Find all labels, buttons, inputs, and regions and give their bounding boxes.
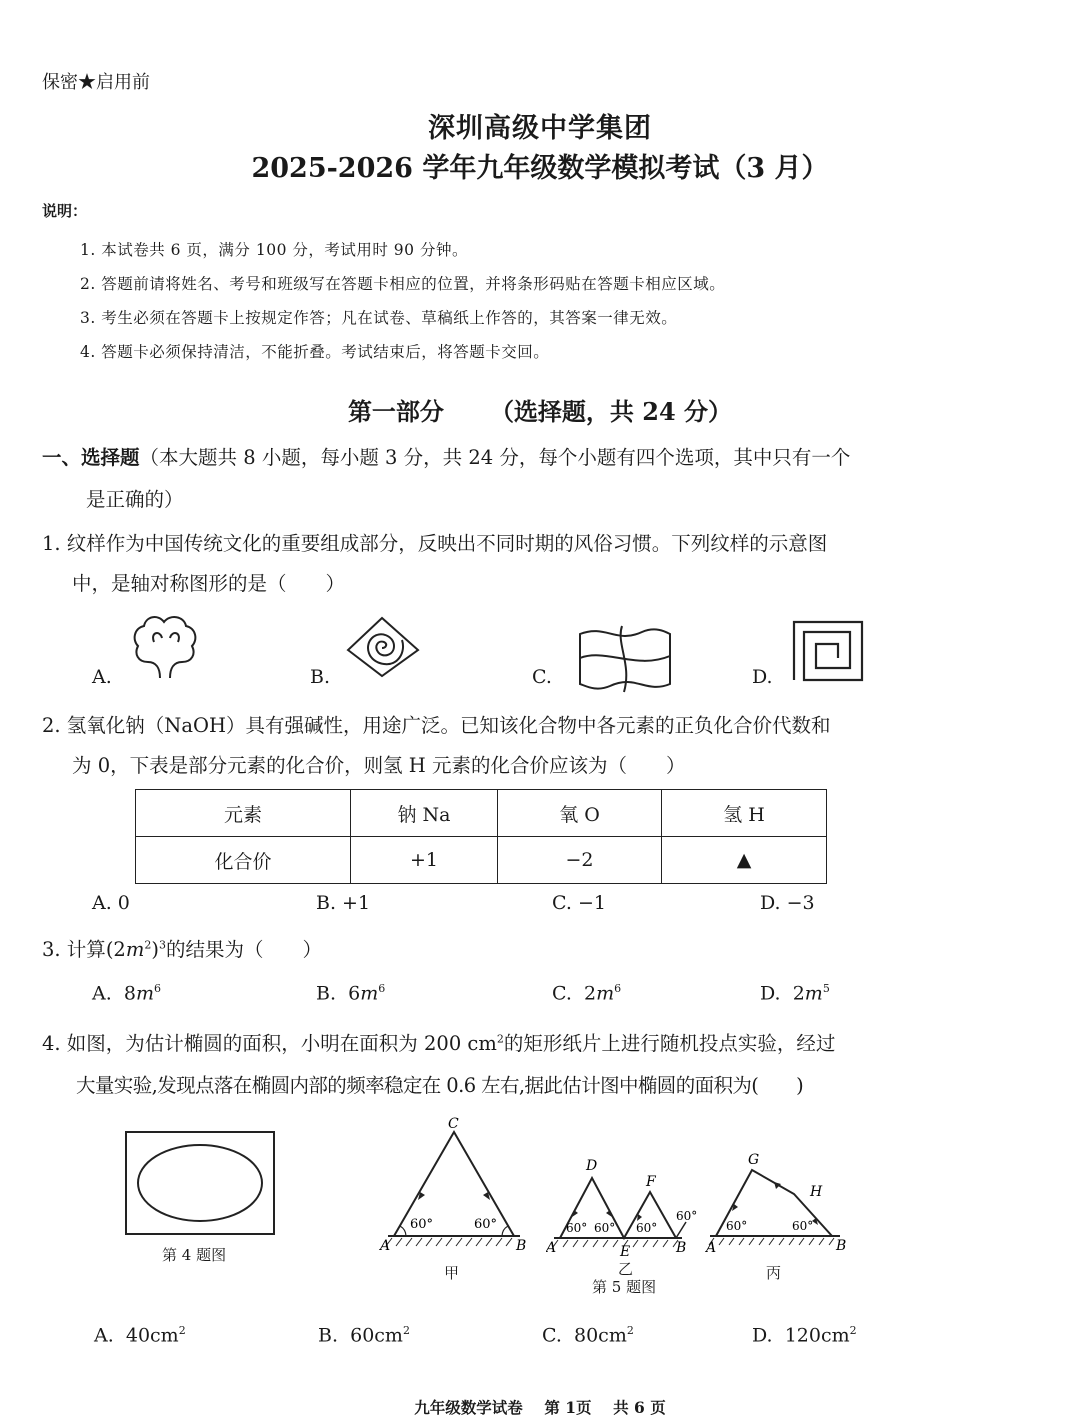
rectangle-ellipse-figure [124,1130,276,1236]
q2-option-b[interactable]: B. +1 [316,892,371,914]
valence-table [135,789,827,884]
wave-lattice-icon [576,624,674,694]
angle-label: 60° [594,1221,616,1235]
point-label: A [546,1240,557,1256]
sub-caption-bing: 丙 [766,1264,782,1282]
section-desc-cont: 是正确的） [86,488,184,511]
q1-stem: 1. 纹样作为中国传统文化的重要组成部分，反映出不同时期的风俗习惯。下列纹样的示意图 [42,532,828,555]
q4-stem: 4. 如图，为估计椭圆的面积，小明在面积为 200 $cm^2$的矩形纸片上进行随机投点实验，经过 [42,1032,836,1055]
table-row-label: 化合价 [136,837,351,884]
q4-option-a[interactable]: A. $40cm^2$ [94,1324,186,1347]
q2-stem-cont: 为 0，下表是部分元素的化合价，则氢 H 元素的化合价应该为（ ） [72,754,686,777]
point-label: B [516,1238,527,1254]
instruction-item: 4. 答题卡必须保持清洁，不能折叠。考试结束后，将答题卡交回。 [80,343,550,361]
angle-label: 60° [792,1219,814,1233]
footer-total: 共 6 页 [613,1398,666,1417]
angle-label: 60° [410,1217,434,1232]
q2-option-c[interactable]: C. −1 [552,892,606,914]
spiral-pattern-icon [342,612,424,682]
angle-label: 60° [636,1221,658,1235]
table-cell: ▲ [662,837,827,884]
point-label: A [380,1238,391,1254]
table-row [136,790,827,837]
point-label: H [810,1184,823,1200]
section-label: 一、选择题 [42,446,140,469]
table-header-cell: 元素 [136,790,351,837]
q4-option-c[interactable]: C. $80cm^2$ [542,1324,634,1347]
triangle-figure-yi [546,1150,706,1262]
q1-option-c[interactable]: C. [532,666,552,688]
confidential-mark: 保密★启用前 [42,72,150,93]
q3-option-c[interactable]: C. $2m^6$ [552,982,622,1005]
q3-expression: $(2m^2)^3$ [105,938,166,961]
table-header-cell: 氧 O [498,790,662,837]
q3-option-d[interactable]: D. $2m^5$ [760,982,830,1005]
sub-caption-yi: 乙 [618,1260,634,1278]
instruction-item: 1. 本试卷共 6 页，满分 100 分，考试用时 90 分钟。 [80,241,468,259]
q1-stem-cont: 中，是轴对称图形的是（ ） [72,572,346,595]
sub-caption-jia: 甲 [444,1264,460,1282]
q3-prefix: 3. 计算 [42,938,106,961]
section-heading [42,442,850,470]
q2-option-a[interactable]: A. 0 [92,892,130,914]
q4-stem-cont: 大量实验,发现点落在椭圆内部的频率稳定在 0.6 左右,据此估计图中椭圆的面积为( ) [76,1074,804,1097]
instructions-heading: 说明： [42,202,88,220]
q2-stem: 2. 氢氧化钠（NaOH）具有强碱性，用途广泛。已知该化合物中各元素的正负化合价代数和 [42,714,831,737]
q1-option-a[interactable]: A. [92,666,112,688]
part-title-main: 第一部分 [347,397,444,426]
cloud-pattern-icon [130,612,202,684]
school-name: 深圳高级中学集团 [428,113,652,144]
q3-option-b[interactable]: B. $6m^6$ [316,982,386,1005]
footer-page: 第 1页 [544,1398,592,1417]
triangle-figure-jia [376,1112,532,1260]
square-spiral-icon [790,618,866,684]
table-header-cell: 钠 Na [351,790,498,837]
instruction-item: 2. 答题前请将姓名、考号和班级写在答题卡相应的位置，并将条形码贴在答题卡相应区域。 [80,275,726,293]
angle-label: 60° [566,1221,588,1235]
table-row [136,837,827,884]
point-label: D [586,1158,598,1174]
q3-stem [42,934,322,962]
q3-suffix: 的结果为（ ） [165,938,322,961]
angle-label: 60° [726,1219,748,1233]
fig4-caption: 第 4 题图 [162,1246,227,1264]
point-label: A [706,1240,717,1256]
angle-label: 60° [474,1217,498,1232]
instruction-item: 3. 考生必须在答题卡上按规定作答；凡在试卷、草稿纸上作答的，其答案一律无效。 [80,309,678,327]
point-label: E [620,1244,631,1260]
point-label: B [676,1240,687,1256]
q1-option-b[interactable]: B. [310,666,331,688]
part-title [0,392,1080,427]
table-header-cell: 氢 H [662,790,827,837]
angle-label: 60° [676,1209,698,1223]
point-label: G [748,1152,760,1168]
point-label: F [646,1174,656,1190]
point-label: C [448,1116,459,1132]
table-cell: +1 [351,837,498,884]
exam-title: 2025-2026 学年九年级数学模拟考试（3 月） [251,153,829,184]
page-footer [0,1396,1080,1418]
q4-option-b[interactable]: B. $60cm^2$ [318,1324,410,1347]
part-title-sub: （选择题，共 24 分） [489,397,733,426]
footer-subject: 九年级数学试卷 [414,1398,523,1417]
q4-option-d[interactable]: D. $120cm^2$ [752,1324,857,1347]
triangle-figure-bing [704,1148,854,1260]
table-cell: −2 [498,837,662,884]
fig5-caption: 第 5 题图 [592,1278,657,1296]
point-label: B [836,1238,847,1254]
q2-option-d[interactable]: D. −3 [760,892,815,914]
q1-option-d[interactable]: D. [752,666,773,688]
section-desc: （本大题共 8 小题，每小题 3 分，共 24 分，每个小题有四个选项，其中只有一个 [139,446,851,469]
q3-option-a[interactable]: A. $8m^6$ [92,982,161,1005]
